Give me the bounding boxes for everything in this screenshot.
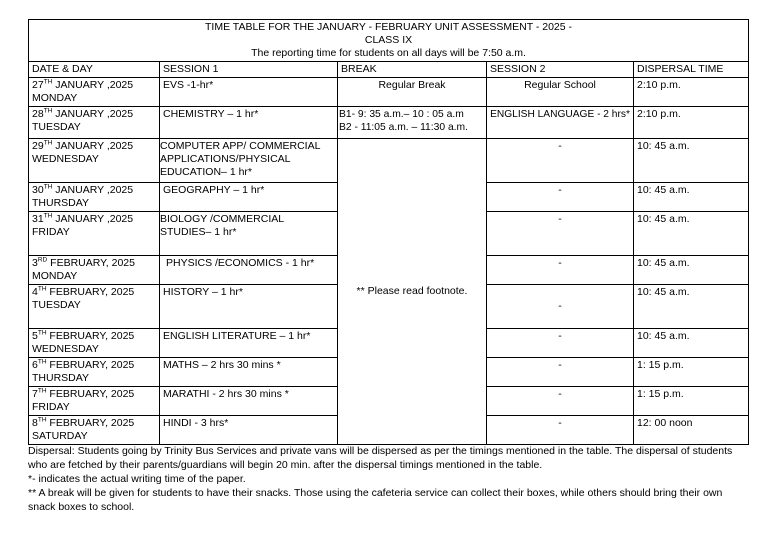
date-suffix: TH	[43, 183, 53, 191]
session2-cell: -	[487, 183, 634, 212]
date-rest: FEBRUARY, 2025	[47, 257, 135, 269]
date-cell	[29, 183, 160, 212]
session2-cell: -	[487, 285, 634, 329]
break-footnote: ** Please read footnote.	[338, 139, 487, 445]
date-day: 31	[32, 213, 44, 225]
break-b1: B1- 9: 35 a.m.– 10 : 05 a.m	[339, 109, 464, 120]
date-cell	[29, 107, 160, 139]
date-day: 27	[32, 79, 44, 91]
session1-cell: CHEMISTRY – 1 hr*	[160, 107, 338, 139]
footnote-dispersal: Dispersal: Students going by Trinity Bus Services and private vans will be dispersed as per the timings mentioned in the table. The dispersal of students who are fetched by their parents/guardians will begin 20 min. after the dispersal timings mentioned in the table.	[28, 445, 733, 471]
date-rest: FEBRUARY, 2025	[46, 286, 135, 298]
weekday: MONDAY	[32, 92, 78, 104]
date-rest: FEBRUARY, 2025	[46, 388, 135, 400]
session2-cell: -	[487, 139, 634, 183]
date-suffix: RD	[37, 256, 48, 264]
footnote-double-star: ** A break will be given for students to have their snacks. Those using the cafeteria service can collect their boxes, while others should bring their own snack boxes to school.	[28, 487, 723, 513]
weekday: MONDAY	[32, 270, 78, 282]
date-day: 8	[32, 417, 38, 429]
session1-cell: PHYSICS /ECONOMICS - 1 hr*	[160, 256, 338, 285]
col-date-header: DATE & DAY	[29, 62, 160, 78]
date-rest: JANUARY ,2025	[52, 184, 134, 196]
session2-cell: -	[487, 329, 634, 358]
session1-cell: HINDI - 3 hrs*	[160, 416, 338, 445]
footnotes	[28, 444, 752, 514]
table-row	[29, 78, 749, 107]
session2-cell: -	[487, 358, 634, 387]
date-day: 5	[32, 330, 38, 342]
date-rest: JANUARY ,2025	[52, 108, 134, 120]
date-cell	[29, 78, 160, 107]
weekday: WEDNESDAY	[32, 343, 99, 355]
date-suffix: TH	[43, 78, 53, 86]
date-day: 4	[32, 286, 38, 298]
date-cell	[29, 387, 160, 416]
timetable-title: TIME TABLE FOR THE JANUARY - FEBRUARY UNIT ASSESSMENT - 2025 -	[205, 21, 573, 33]
dispersal-cell: 10: 45 a.m.	[634, 212, 749, 256]
date-day: 7	[32, 388, 38, 400]
session2-cell: -	[487, 212, 634, 256]
date-cell	[29, 416, 160, 445]
date-day: 29	[32, 140, 44, 152]
date-rest: JANUARY ,2025	[52, 213, 134, 225]
session2-cell: -	[487, 256, 634, 285]
dispersal-cell: 12: 00 noon	[634, 416, 749, 445]
session2-cell: Regular School	[487, 78, 634, 107]
dispersal-cell: 10: 45 a.m.	[634, 139, 749, 183]
weekday: TUESDAY	[32, 121, 81, 133]
session1-cell: EVS -1-hr*	[160, 78, 338, 107]
class-label: CLASS IX	[364, 34, 413, 46]
date-suffix: TH	[43, 139, 53, 147]
col-session2-header: SESSION 2	[487, 62, 634, 78]
weekday: TUESDAY	[32, 299, 81, 311]
session2-cell: -	[487, 416, 634, 445]
date-rest: FEBRUARY, 2025	[46, 359, 135, 371]
col-session1-header: SESSION 1	[160, 62, 338, 78]
date-cell	[29, 329, 160, 358]
date-suffix: TH	[43, 107, 53, 115]
dispersal-cell: 2:10 p.m.	[634, 107, 749, 139]
date-suffix: TH	[37, 285, 47, 293]
dispersal-cell: 10: 45 a.m.	[634, 256, 749, 285]
date-cell	[29, 139, 160, 183]
weekday: THURSDAY	[32, 197, 89, 209]
date-cell	[29, 358, 160, 387]
break-times	[338, 107, 487, 139]
weekday: SATURDAY	[32, 430, 88, 442]
session1-cell: MATHS – 2 hrs 30 mins *	[160, 358, 338, 387]
weekday: THURSDAY	[32, 372, 89, 384]
date-suffix: TH	[37, 387, 47, 395]
reporting-time: The reporting time for students on all days will be 7:50 a.m.	[251, 47, 526, 59]
date-rest: JANUARY ,2025	[52, 140, 134, 152]
weekday: FRIDAY	[32, 401, 70, 413]
timetable	[28, 19, 749, 445]
col-break-header: BREAK	[338, 62, 487, 78]
break-b2: B2 - 11:05 a.m. – 11:30 a.m.	[339, 122, 468, 133]
session2-cell: -	[487, 387, 634, 416]
session1-cell: ENGLISH LITERATURE – 1 hr*	[160, 329, 338, 358]
date-rest: FEBRUARY, 2025	[46, 417, 135, 429]
session1-cell: HISTORY – 1 hr*	[160, 285, 338, 329]
date-cell	[29, 256, 160, 285]
column-headers	[29, 62, 749, 78]
col-dispersal-header: DISPERSAL TIME	[634, 62, 749, 78]
dispersal-cell: 2:10 p.m.	[634, 78, 749, 107]
dispersal-cell: 1: 15 p.m.	[634, 358, 749, 387]
date-cell	[29, 212, 160, 256]
dispersal-cell: 10: 45 a.m.	[634, 183, 749, 212]
weekday: FRIDAY	[32, 226, 70, 238]
date-suffix: TH	[37, 416, 47, 424]
date-day: 28	[32, 108, 44, 120]
dispersal-cell: 1: 15 p.m.	[634, 387, 749, 416]
session2-cell: ENGLISH LANGUAGE - 2 hrs*	[487, 107, 634, 139]
date-suffix: TH	[43, 212, 53, 220]
table-row	[29, 139, 749, 183]
timetable-header	[29, 20, 749, 62]
weekday: WEDNESDAY	[32, 153, 99, 165]
date-rest: JANUARY ,2025	[52, 79, 134, 91]
footnote-star: *- indicates the actual writing time of the paper.	[28, 473, 246, 485]
dispersal-cell: 10: 45 a.m.	[634, 285, 749, 329]
dispersal-cell: 10: 45 a.m.	[634, 329, 749, 358]
table-row	[29, 107, 749, 139]
session1-cell: BIOLOGY /COMMERCIAL STUDIES– 1 hr*	[160, 212, 338, 256]
date-day: 30	[32, 184, 44, 196]
date-rest: FEBRUARY, 2025	[46, 330, 135, 342]
date-cell	[29, 285, 160, 329]
date-day: 3	[32, 257, 38, 269]
session1-cell: MARATHI - 2 hrs 30 mins *	[160, 387, 338, 416]
date-day: 6	[32, 359, 38, 371]
session1-cell: GEOGRAPHY – 1 hr*	[160, 183, 338, 212]
date-suffix: TH	[37, 329, 47, 337]
session1-cell: COMPUTER APP/ COMMERCIAL APPLICATIONS/PHYSICAL EDUCATION– 1 hr*	[160, 139, 338, 183]
break-regular: Regular Break	[338, 78, 487, 107]
date-suffix: TH	[37, 358, 47, 366]
